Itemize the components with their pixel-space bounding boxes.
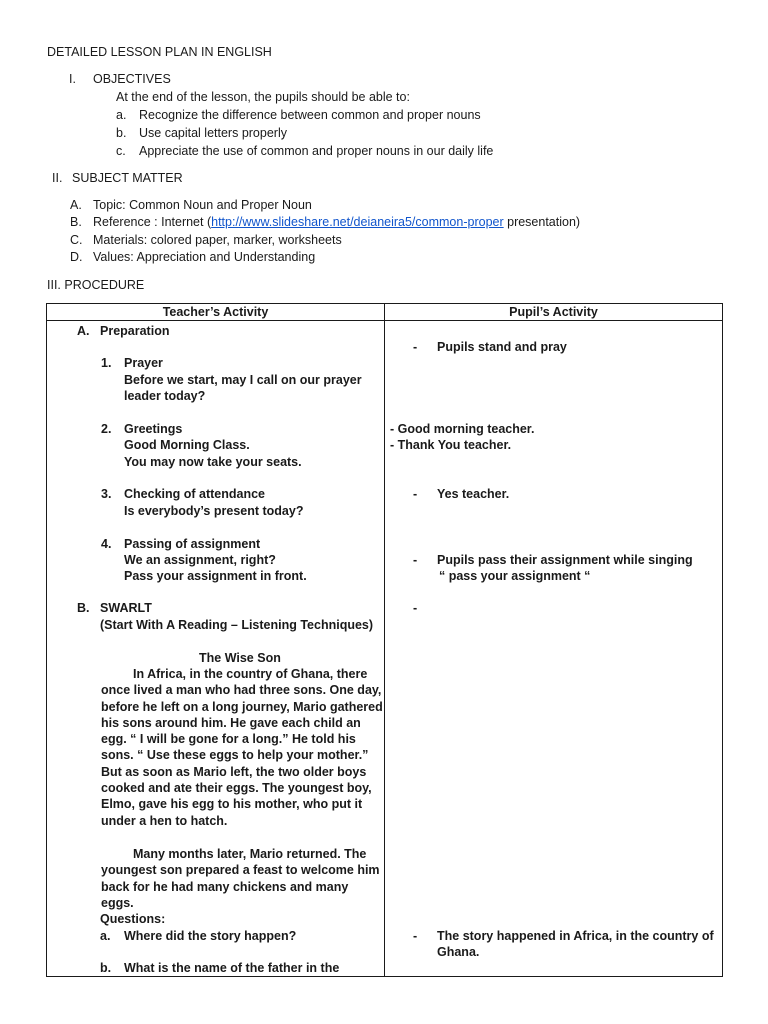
- step-line: Good Morning Class.: [124, 438, 250, 452]
- step-line: You may now take your seats.: [124, 455, 302, 469]
- subject-marker: D.: [70, 250, 83, 264]
- question-text: Where did the story happen?: [124, 929, 297, 943]
- reference-link[interactable]: http://www.slideshare.net/deianeira5/common-proper: [211, 215, 504, 229]
- teacher-column-header: Teacher’s Activity: [47, 304, 385, 321]
- story-paragraph: [101, 666, 383, 829]
- subject-values: Values: Appreciation and Understanding: [93, 250, 316, 264]
- subject-topic: Topic: Common Noun and Proper Noun: [93, 198, 312, 212]
- reference-suffix: presentation): [503, 215, 581, 229]
- step-line: Pass your assignment in front.: [124, 569, 307, 583]
- reference-prefix: Reference : Internet (: [93, 215, 212, 229]
- question-text: What is the name of the father in the: [124, 961, 340, 975]
- step-line: We an assignment, right?: [124, 553, 276, 567]
- procedure-heading: III. PROCEDURE: [47, 278, 145, 292]
- story-paragraph: [101, 846, 383, 911]
- step-title: Passing of assignment: [124, 537, 261, 551]
- preparation-label: Preparation: [100, 324, 170, 338]
- pupil-column-header: Pupil’s Activity: [385, 304, 723, 321]
- question-marker: a.: [100, 929, 111, 943]
- pupil-response: Pupils pass their assignment while singing: [437, 553, 693, 567]
- subject-reference: [93, 214, 580, 230]
- preparation-marker: A.: [77, 324, 90, 338]
- step-line: Before we start, may I call on our prayer: [124, 373, 362, 387]
- swarlt-subtitle: (Start With A Reading – Listening Techniques): [100, 618, 374, 632]
- objective-item: Use capital letters properly: [139, 126, 287, 140]
- step-number: 2.: [101, 422, 112, 436]
- swarlt-label: SWARLT: [100, 601, 152, 615]
- step-line: leader today?: [124, 389, 206, 403]
- story-paragraph-1: In Africa, in the country of Ghana, there once lived a man who had three sons. One day, before he left on a long journey, Mario gathered his sons around him. He gave each child an egg. “ I will be gone for a long.” He told his sons. “ Use these eggs to help your mother.” But as soon as Mario left, the two older boys cooked and ate their eggs. The youngest boy, Elmo, gave his egg to his mother, who put it under a hen to hatch.: [101, 667, 383, 828]
- subject-matter-numeral: II.: [52, 171, 63, 185]
- objective-marker: b.: [116, 126, 127, 140]
- pupil-dash: -: [413, 553, 418, 567]
- step-line: Is everybody’s present today?: [124, 504, 304, 518]
- story-paragraph-2: Many months later, Mario returned. The youngest son prepared a feast to welcome him back for he had many chickens and many eggs.: [101, 847, 380, 910]
- objective-item: Appreciate the use of common and proper nouns in our daily life: [139, 144, 494, 158]
- pupil-dash: -: [413, 929, 418, 943]
- pupil-response: - Good morning teacher.: [390, 422, 535, 436]
- subject-marker: A.: [70, 198, 82, 212]
- objective-item: Recognize the difference between common and proper nouns: [139, 108, 481, 122]
- subject-marker: B.: [70, 215, 82, 229]
- subject-materials: Materials: colored paper, marker, worksheets: [93, 233, 342, 247]
- document-title: DETAILED LESSON PLAN IN ENGLISH: [47, 45, 272, 59]
- pupil-dash: -: [413, 340, 418, 354]
- step-number: 4.: [101, 537, 112, 551]
- pupil-response: Pupils stand and pray: [437, 340, 567, 354]
- step-number: 1.: [101, 356, 112, 370]
- teacher-activity-cell: [47, 321, 385, 977]
- pupil-activity-cell: [385, 321, 723, 977]
- swarlt-marker: B.: [77, 601, 90, 615]
- objective-marker: a.: [116, 108, 127, 122]
- subject-matter-heading: SUBJECT MATTER: [72, 171, 183, 185]
- question-marker: b.: [100, 961, 112, 975]
- objectives-heading: OBJECTIVES: [93, 72, 171, 86]
- questions-label: Questions:: [100, 912, 166, 926]
- step-title: Greetings: [124, 422, 183, 436]
- pupil-response: Yes teacher.: [437, 487, 510, 501]
- subject-marker: C.: [70, 233, 83, 247]
- pupil-response: “ pass your assignment “: [439, 569, 591, 583]
- pupil-dash: -: [413, 601, 418, 615]
- story-title: The Wise Son: [199, 651, 281, 665]
- objectives-numeral: I.: [69, 72, 76, 86]
- pupil-response: Ghana.: [437, 945, 480, 959]
- pupil-response: - Thank You teacher.: [390, 438, 512, 452]
- pupil-dash: -: [413, 487, 418, 501]
- step-number: 3.: [101, 487, 112, 501]
- objectives-intro: At the end of the lesson, the pupils should be able to:: [116, 90, 410, 104]
- pupil-response: The story happened in Africa, in the country of: [437, 929, 714, 943]
- step-title: Checking of attendance: [124, 487, 265, 501]
- objective-marker: c.: [116, 144, 126, 158]
- table-header-row: [47, 304, 723, 321]
- table-row: [47, 321, 723, 977]
- step-title: Prayer: [124, 356, 163, 370]
- procedure-table: [46, 303, 723, 977]
